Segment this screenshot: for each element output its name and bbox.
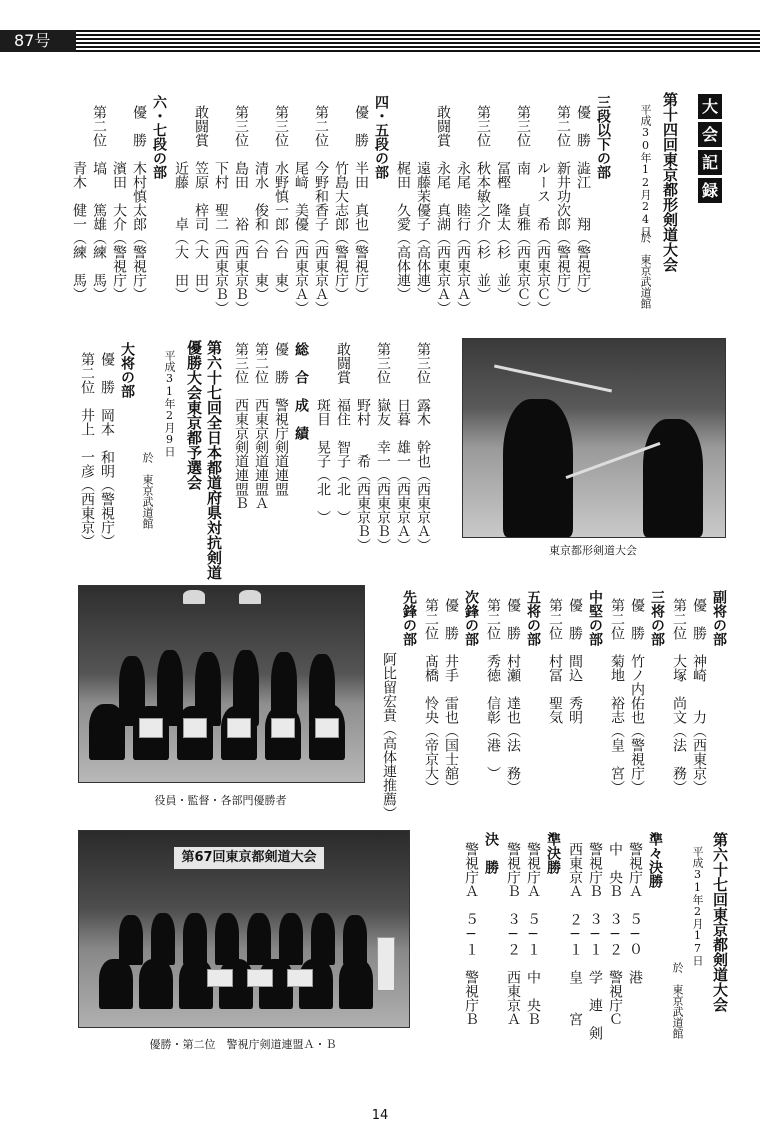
match-row: 警視庁Ａ ５−０ 港 (627, 842, 643, 984)
result-row: 遠藤茉優子（高体連） (415, 105, 431, 301)
photo2-caption: 役員・監督・各部門優勝者 (154, 794, 287, 807)
certificate (207, 969, 233, 987)
person (99, 959, 133, 1009)
result-row: 青木 健一（練 馬） (71, 105, 87, 301)
round-heading: 準々決勝 (647, 832, 663, 888)
result-row: 近藤 卓（大 田） (173, 105, 189, 301)
result-row: 優 勝 井手 雷也（国士舘） (443, 598, 459, 794)
yosen-venue: 於 東京武道館 (141, 452, 154, 529)
match-row: 警視庁Ａ ５−１ 警視庁Ｂ (463, 842, 479, 1026)
sogo-heading: 総 合 成 績 (293, 342, 309, 440)
person (183, 913, 207, 965)
result-row: 優 勝 木村慎太郎（警視庁） (131, 105, 147, 301)
result-row: 第二位 大塚 尚文（法 務） (671, 598, 687, 794)
result-row: 第二位 塙 篤雄（練 馬） (91, 105, 107, 301)
certificate (315, 718, 339, 738)
section-tag-char: 会 (698, 122, 722, 147)
result-row: 冨樫 隆太（杉 並） (495, 105, 511, 301)
certificate (183, 718, 207, 738)
result-row: 阿比留宏貴（高体連推薦） (381, 652, 397, 820)
kata-yondan-heading: 四・五段の部 (373, 95, 389, 179)
kendoka-right (643, 419, 703, 537)
result-row: 第三位 島田 裕（西東京Ｂ） (233, 105, 249, 315)
category-heading: 副将の部 (711, 590, 727, 646)
category-heading: 次鋒の部 (463, 590, 479, 646)
person (119, 915, 143, 965)
result-row: 第二位 菊地 裕志（皇 宮） (609, 598, 625, 794)
person (343, 915, 367, 965)
round-heading: 決 勝 (483, 832, 499, 874)
result-row: 第三位 水野慎一郎（台 東） (273, 105, 289, 301)
kata-venue: 於 東京武道館 (639, 232, 652, 309)
person (151, 913, 175, 965)
result-row: 竹島大志郎（警視庁） (333, 105, 349, 301)
person (311, 913, 335, 965)
kendoka-left (503, 399, 573, 537)
tokyo-date: 平成31年2月17日 (691, 846, 704, 966)
result-row: 梶田 久愛（高体連） (395, 105, 411, 301)
result-row: 濱田 大介（警視庁） (111, 105, 127, 301)
result-row: 優 勝 間込 秀明 (567, 598, 583, 724)
person (89, 704, 125, 760)
result-row: 尾﨑 美優（西東京Ａ） (293, 105, 309, 315)
person (215, 913, 239, 965)
certificate (139, 718, 163, 738)
result-row: 第二位 新井功次郎（警視庁） (555, 105, 571, 301)
result-row: 第二位 今野和香子（西東京Ａ） (313, 105, 329, 315)
result-row: 第二位 髙橋 怜央（帝京大） (423, 598, 439, 794)
result-row: 第三位 秋本敏之介（杉 並） (475, 105, 491, 301)
certificate (271, 718, 295, 738)
round-heading: 準決勝 (545, 832, 561, 874)
match-row: 警視庁Ｂ ３−１ 学 連 剣 (587, 842, 603, 1040)
result-row: 第二位 秀徳 信彰（港 ） (485, 598, 501, 780)
result-row: 第二位 西東京剣道連盟Ａ (253, 342, 269, 510)
result-row: 敢闘賞 笠原 梓司（大 田） (193, 105, 209, 301)
yosen-title-2: 優勝大会東京都予選会 (185, 340, 203, 490)
section-tag-char: 大 (698, 94, 722, 119)
person (139, 959, 173, 1009)
match-row: 西東京Ａ ２−１ 皇 宮 (567, 842, 583, 1026)
section-tag-char: 記 (698, 150, 722, 175)
result-row: 優 勝 澁江 翔（警視庁） (575, 105, 591, 301)
yosen-date: 平成31年2月9日 (163, 350, 176, 457)
result-row: 第三位 嶽友 幸一（西東京Ｂ） (375, 342, 391, 552)
match-row: 中 央Ｂ ３−２ 警視庁Ｃ (607, 842, 623, 1026)
result-row: 第三位 南 貞雅（西東京Ｃ） (515, 105, 531, 315)
result-row: 第三位 露木 幹也（西東京Ａ） (415, 342, 431, 552)
yosen-heading: 大将の部 (119, 342, 135, 398)
photo-winning-teams (78, 830, 410, 1028)
result-row: 野村 希（西東京Ｂ） (355, 342, 371, 552)
category-heading: 三将の部 (649, 590, 665, 646)
photo-officials (78, 585, 365, 783)
yosen-title-1: 第六十七回全日本都道府県対抗剣道 (205, 340, 223, 580)
result-row: 優 勝 神崎 力（西東京） (691, 598, 707, 794)
result-row: 下村 聖二（西東京Ｂ） (213, 105, 229, 315)
result-row: 清水 俊和（台 東） (253, 105, 269, 301)
photo3-caption: 優勝・第二位 警視庁剣道連盟Ａ・Ｂ (149, 1038, 337, 1051)
kata-rokudan-heading: 六・七段の部 (151, 95, 167, 179)
certificate (287, 969, 313, 987)
result-row: 優 勝 竹ノ内佑也（警視庁） (629, 598, 645, 794)
person (339, 959, 373, 1009)
match-row: 警視庁Ａ ５−１ 中 央Ｂ (525, 842, 541, 1026)
result-row: 斑目 晃子（北 ） (315, 342, 331, 524)
result-row: 第二位 村冨 聖気 (547, 598, 563, 724)
section-tag-char: 録 (698, 178, 722, 203)
result-row: 優 勝 半田 真也（警視庁） (353, 105, 369, 301)
result-row: 第三位 西東京剣道連盟Ｂ (233, 342, 249, 510)
certificate (227, 718, 251, 738)
flag (183, 590, 205, 604)
trophy (377, 937, 395, 991)
certificate (247, 969, 273, 987)
photo-kata-match (462, 338, 726, 538)
kata-date: 平成30年12月24日 (639, 104, 652, 237)
result-row: 敢闘賞 永尾 真湖（西東京Ａ） (435, 105, 451, 315)
category-heading: 五将の部 (525, 590, 541, 646)
shinai (494, 365, 612, 393)
result-row: 優 勝 村瀬 達也（法 務） (505, 598, 521, 794)
header-stripe (0, 30, 760, 52)
tokyo-title: 第六十七回東京都剣道大会 (711, 832, 729, 1012)
person (247, 913, 271, 965)
flag (239, 590, 261, 604)
match-row: 警視庁Ｂ ３−２ 西東京Ａ (505, 842, 521, 1026)
photo1-caption: 東京都形剣道大会 (549, 544, 637, 557)
page-number: 14 (371, 1108, 389, 1123)
venue-banner: 第67回東京都剣道大会 (174, 847, 324, 869)
category-heading: 中堅の部 (587, 590, 603, 646)
result-row: 永尾 睦行（西東京Ａ） (455, 105, 471, 315)
kata-sandan-heading: 三段以下の部 (595, 95, 611, 179)
result-row: ルース 希（西東京Ｃ） (535, 105, 551, 315)
result-row: 日暮 雄一（西東京Ａ） (395, 342, 411, 552)
kata-title: 第十四回東京都形剣道大会 (661, 92, 679, 272)
result-row: 敢闘賞 福住 智子（北 ） (335, 342, 351, 524)
person (279, 913, 303, 965)
result-row: 優 勝 岡本 和明（警視庁） (99, 352, 115, 548)
issue-label: 87号 (0, 30, 76, 52)
category-heading: 先鋒の部 (401, 590, 417, 646)
tokyo-venue: 於 東京武道館 (671, 962, 684, 1039)
result-row: 第二位 井上 一彦（西東京） (79, 352, 95, 548)
result-row: 優 勝 警視庁剣道連盟 (273, 342, 289, 496)
